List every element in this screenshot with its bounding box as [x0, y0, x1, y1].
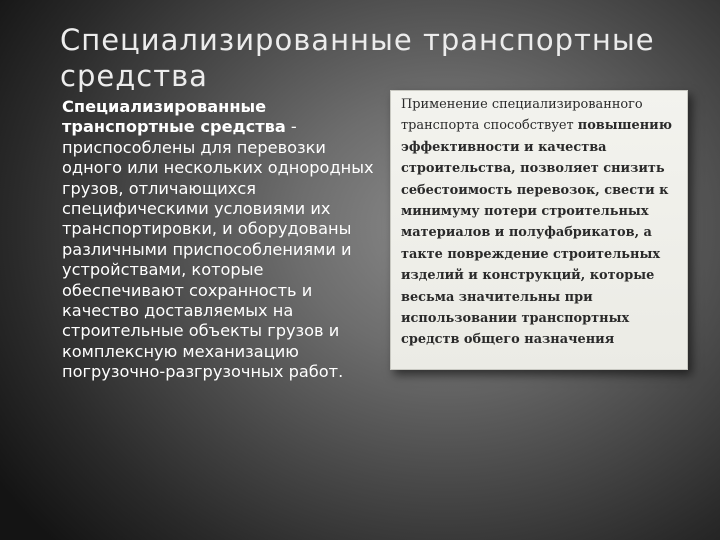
definition-body: приспособлены для перевозки одного или нескольких однородных грузов, отличающихся специфическими условиями их транспортировки, и оборудованы различными приспособлениями и устройствами, которые обеспечивают сохранность и качество доставляемых на строительные объекты грузов и комплексную механизацию погрузочно-разгрузочных работ. [62, 137, 374, 382]
info-box-intro: Применение специализированного транспорта способствует [401, 97, 643, 134]
definition-term: Специализированные транспортные средства [62, 97, 286, 137]
slide-title: Специализированные транспортные средства [60, 23, 655, 93]
definition-dash: - [285, 117, 297, 137]
info-box-emphasis: повышению эффективности и качества строительства, позволяет снизить себестоимость перевозок, свести к минимуму потери строительных материалов и полуфабрикатов, а такте повреждение строительных изделий и конструкций, которые весьма значительны при использовании транспортных средств общего назначения [401, 118, 672, 348]
definition-paragraph [62, 97, 374, 383]
info-box [390, 90, 688, 370]
